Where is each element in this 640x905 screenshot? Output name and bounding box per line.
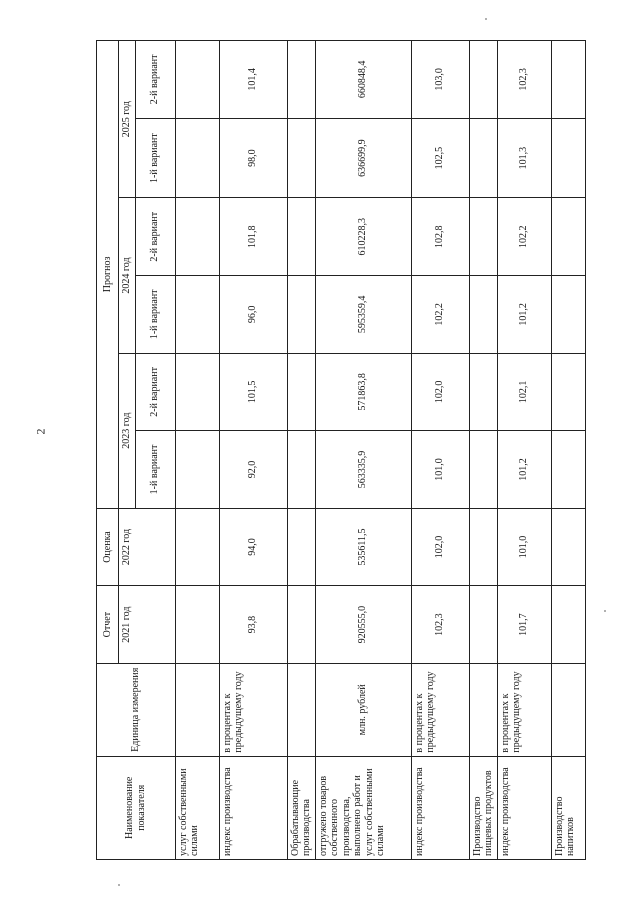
value-cell xyxy=(551,508,585,586)
value-cell: 101,5 xyxy=(219,353,287,431)
value-cell xyxy=(287,508,315,586)
value-cell: 101,2 xyxy=(497,431,551,509)
value-cell xyxy=(287,353,315,431)
row-unit-cell: млн. рублей xyxy=(315,663,411,756)
value-cell xyxy=(287,41,315,119)
value-cell: 93,8 xyxy=(219,586,287,664)
header-row-1 xyxy=(97,41,119,860)
value-cell xyxy=(175,198,219,276)
row-name-cell: Обрабатывающие производства xyxy=(287,756,315,859)
header-2025-variant-2: 2-й вариант xyxy=(135,41,175,119)
header-estimate: Оценка xyxy=(97,508,119,586)
value-cell: 101,7 xyxy=(497,586,551,664)
header-2023-variant-1: 1-й вариант xyxy=(135,431,175,509)
value-cell: 636699,9 xyxy=(315,118,411,198)
value-cell: 101,3 xyxy=(497,118,551,198)
value-cell xyxy=(469,431,497,509)
value-cell xyxy=(469,276,497,354)
header-2024-variant-2: 2-й вариант xyxy=(135,198,175,276)
value-cell: 102,2 xyxy=(497,198,551,276)
table-row xyxy=(469,41,497,860)
row-name-cell: индекс производства xyxy=(497,756,551,859)
value-cell xyxy=(469,118,497,198)
header-year-2024: 2024 год xyxy=(119,198,136,353)
value-cell: 102,8 xyxy=(411,198,469,276)
value-cell xyxy=(175,41,219,119)
value-cell xyxy=(175,508,219,586)
scan-speck xyxy=(118,884,120,886)
header-year-2023: 2023 год xyxy=(119,353,136,508)
page-number: 2 xyxy=(33,428,48,435)
header-forecast: Прогноз xyxy=(97,41,119,509)
value-cell: 595359,4 xyxy=(315,276,411,354)
row-name-cell: услуг собственными силами xyxy=(175,756,219,859)
value-cell xyxy=(551,586,585,664)
value-cell xyxy=(551,118,585,198)
value-cell: 102,0 xyxy=(411,353,469,431)
header-year-2025: 2025 год xyxy=(119,41,136,198)
value-cell xyxy=(469,41,497,119)
row-name-cell: Производство пищевых продуктов xyxy=(469,756,497,859)
value-cell: 101,0 xyxy=(497,508,551,586)
value-cell: 102,3 xyxy=(411,586,469,664)
value-cell xyxy=(175,431,219,509)
row-name-cell: Производство напитков xyxy=(551,756,585,859)
row-unit-cell xyxy=(175,663,219,756)
row-name-cell: индекс производства xyxy=(219,756,287,859)
value-cell xyxy=(175,353,219,431)
scan-speck xyxy=(485,18,487,20)
header-year-2022: 2022 год xyxy=(119,508,176,586)
value-cell xyxy=(175,586,219,664)
value-cell: 102,1 xyxy=(497,353,551,431)
value-cell xyxy=(287,431,315,509)
value-cell xyxy=(469,586,497,664)
value-cell: 610228,3 xyxy=(315,198,411,276)
table-row xyxy=(287,41,315,860)
value-cell: 101,4 xyxy=(219,41,287,119)
table-row xyxy=(175,41,219,860)
row-unit-cell: в процентах к предыдущему году xyxy=(497,663,551,756)
value-cell xyxy=(175,276,219,354)
row-unit-cell: в процентах к предыдущему году xyxy=(219,663,287,756)
row-unit-cell xyxy=(551,663,585,756)
value-cell: 92,0 xyxy=(219,431,287,509)
value-cell: 101,8 xyxy=(219,198,287,276)
value-cell: 102,0 xyxy=(411,508,469,586)
value-cell xyxy=(551,431,585,509)
value-cell: 535611,5 xyxy=(315,508,411,586)
value-cell xyxy=(551,41,585,119)
value-cell: 660848,4 xyxy=(315,41,411,119)
header-name: Наименование показателя xyxy=(97,756,176,859)
value-cell xyxy=(469,198,497,276)
value-cell: 94,0 xyxy=(219,508,287,586)
value-cell xyxy=(287,118,315,198)
row-name-cell: отгружено товаров собственного производства, выполнено работ и услуг собственными силами xyxy=(315,756,411,859)
value-cell: 102,3 xyxy=(497,41,551,119)
value-cell xyxy=(551,198,585,276)
value-cell xyxy=(287,198,315,276)
rotated-table-container xyxy=(96,40,576,860)
value-cell xyxy=(175,118,219,198)
value-cell: 920555,0 xyxy=(315,586,411,664)
value-cell: 102,2 xyxy=(411,276,469,354)
row-unit-cell xyxy=(469,663,497,756)
header-2024-variant-1: 1-й вариант xyxy=(135,276,175,354)
header-year-2021: 2021 год xyxy=(119,586,176,664)
value-cell: 102,5 xyxy=(411,118,469,198)
row-name-cell: индекс производства xyxy=(411,756,469,859)
value-cell: 101,2 xyxy=(497,276,551,354)
table-row xyxy=(219,41,287,860)
value-cell: 101,0 xyxy=(411,431,469,509)
value-cell: 98,0 xyxy=(219,118,287,198)
forecast-table xyxy=(96,40,586,860)
value-cell: 96,0 xyxy=(219,276,287,354)
value-cell xyxy=(469,353,497,431)
row-unit-cell xyxy=(287,663,315,756)
header-report: Отчет xyxy=(97,586,119,664)
value-cell: 563335,9 xyxy=(315,431,411,509)
header-2025-variant-1: 1-й вариант xyxy=(135,118,175,198)
table-row xyxy=(315,41,411,860)
scan-speck xyxy=(604,610,606,612)
table-row xyxy=(411,41,469,860)
value-cell xyxy=(551,276,585,354)
value-cell xyxy=(551,353,585,431)
row-unit-cell: в процентах к предыдущему году xyxy=(411,663,469,756)
table-row xyxy=(551,41,585,860)
value-cell: 103,0 xyxy=(411,41,469,119)
value-cell xyxy=(469,508,497,586)
header-unit: Единица измерения xyxy=(97,663,176,756)
value-cell xyxy=(287,586,315,664)
value-cell: 571863,8 xyxy=(315,353,411,431)
table-row xyxy=(497,41,551,860)
value-cell xyxy=(287,276,315,354)
header-2023-variant-2: 2-й вариант xyxy=(135,353,175,431)
